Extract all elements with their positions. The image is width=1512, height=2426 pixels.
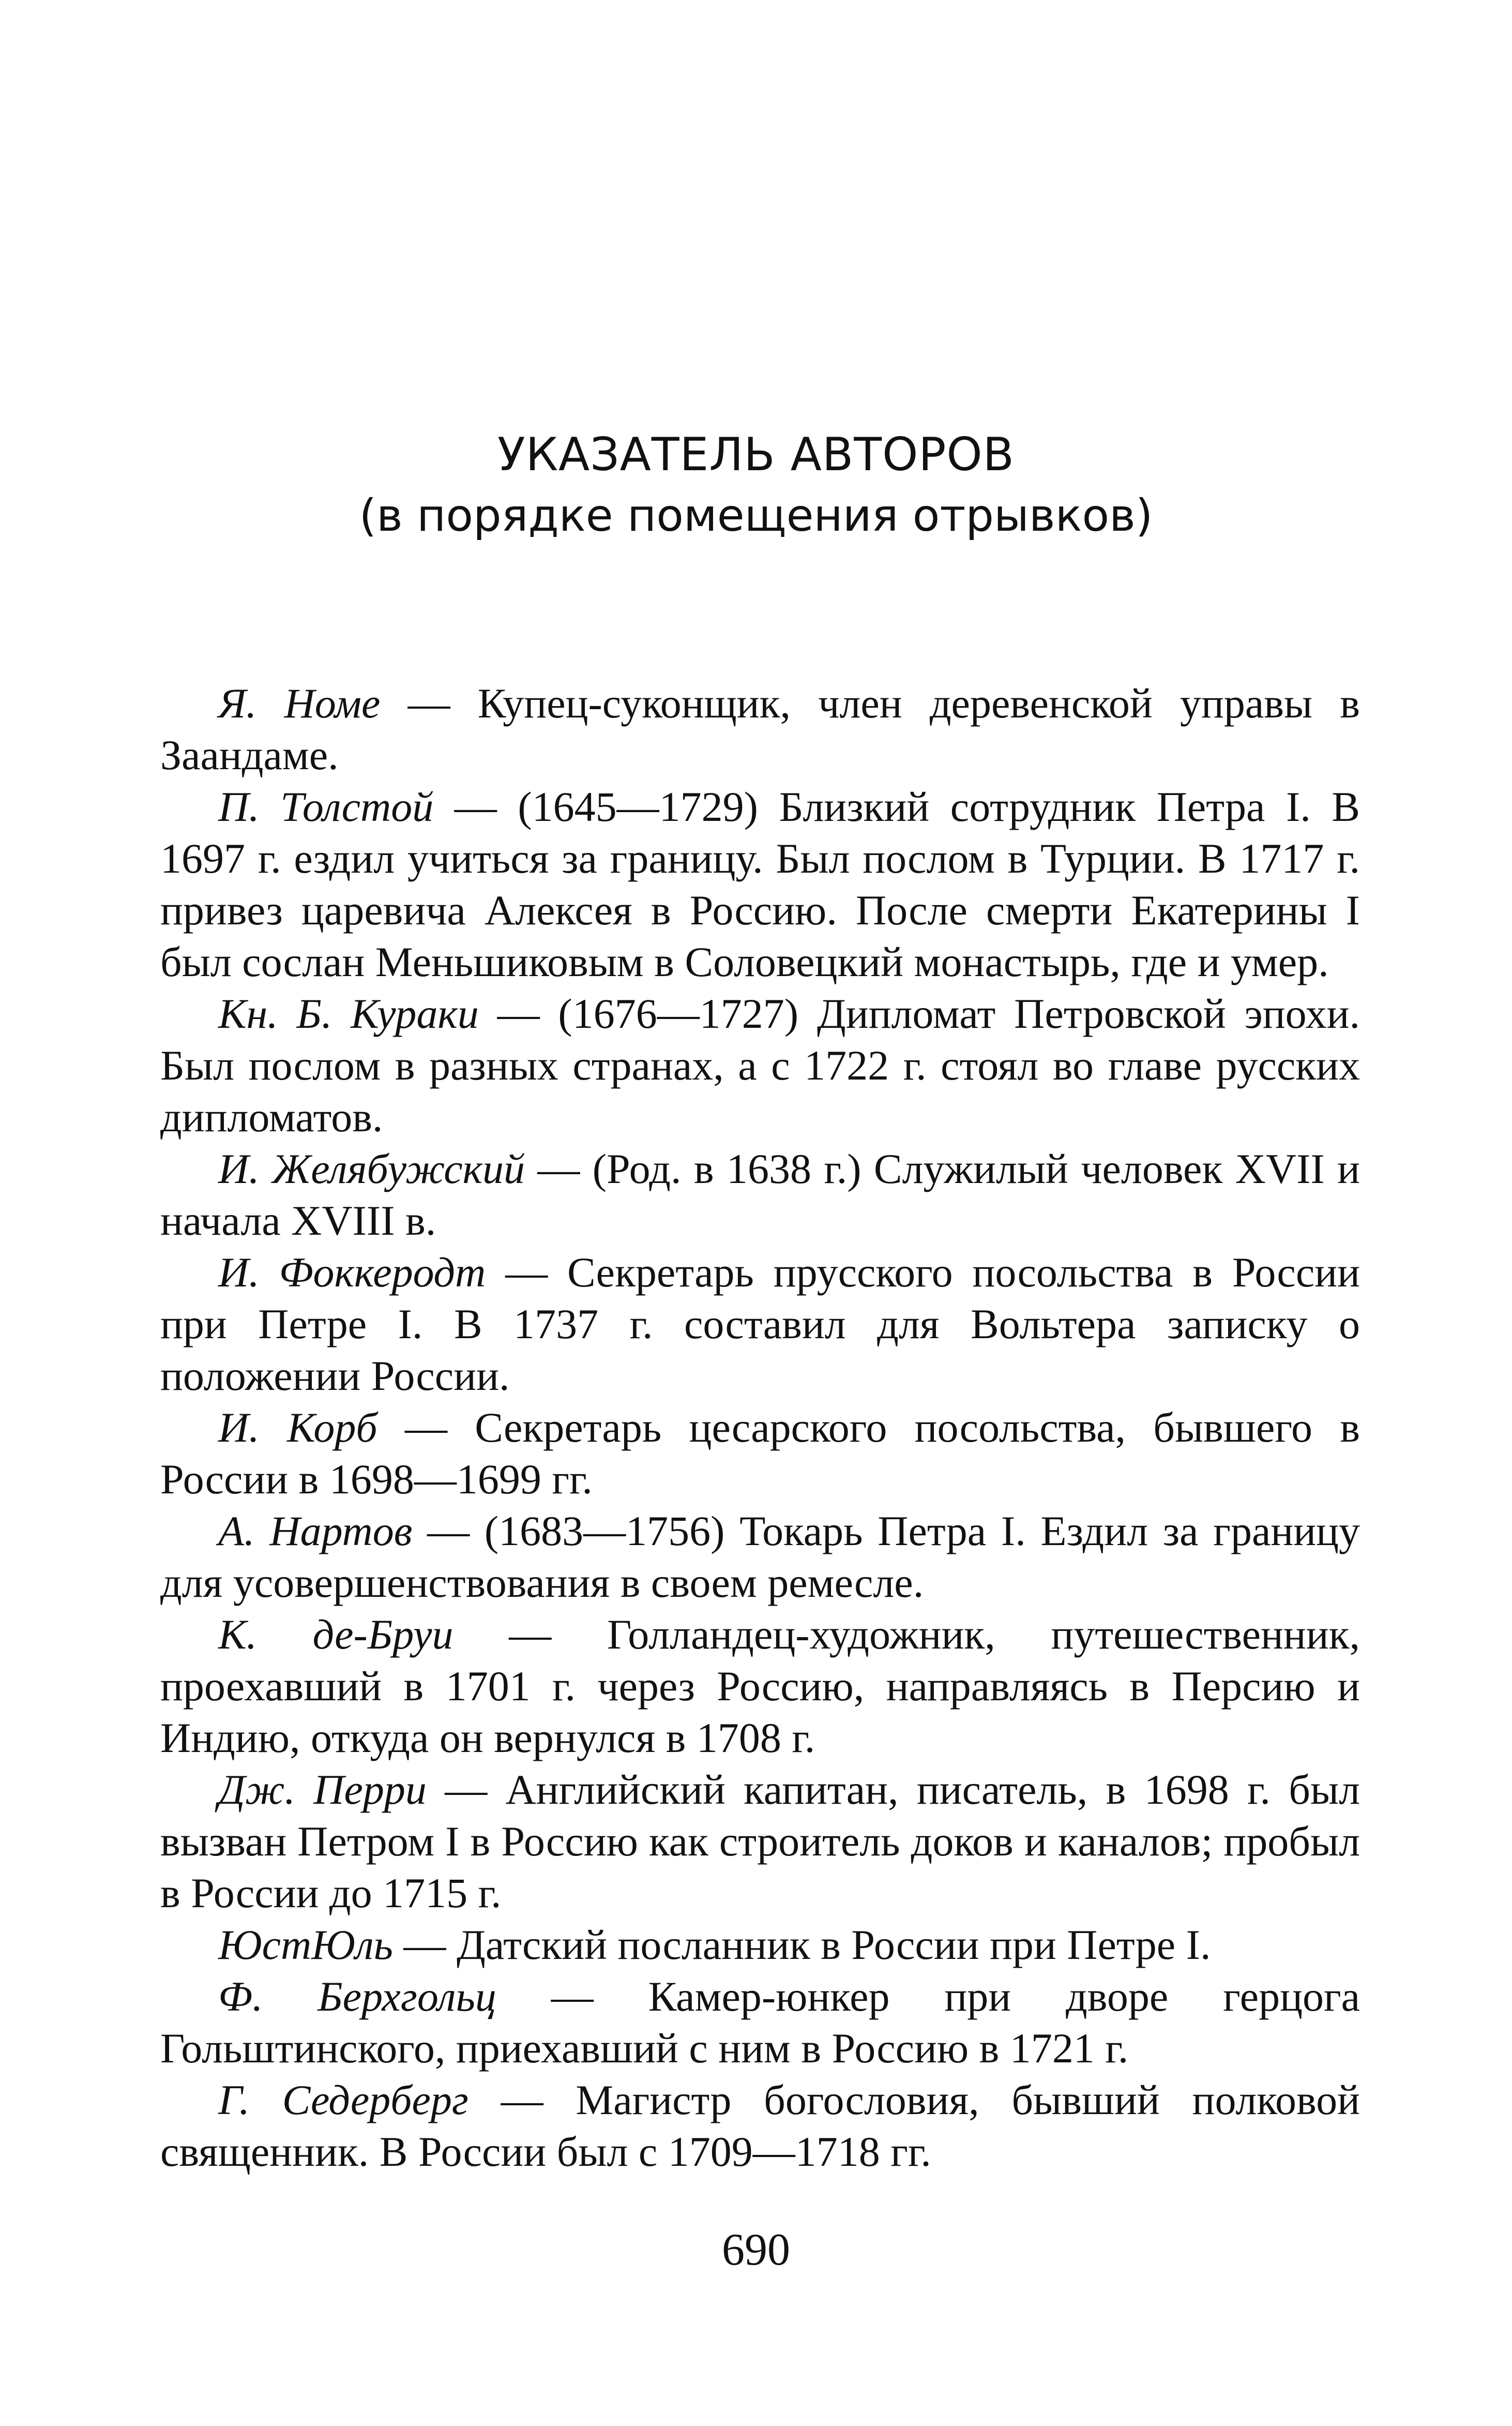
- index-entry: [160, 1402, 1360, 1505]
- author-index-list: [160, 678, 1360, 2178]
- index-entry: [160, 1919, 1360, 1971]
- author-description: — Голландец-художник, путешественник, проехавший в 1701 г. через Россию, направляясь в Персию и Индию, откуда он вернулся в 1708 г.: [160, 1611, 1360, 1761]
- author-description: — Английский капитан, писатель, в 1698 г. был вызван Петром I в Россию как строитель доков и каналов; пробыл в России до 1715 г.: [160, 1766, 1360, 1916]
- author-name: Ф. Берхгольц: [218, 1973, 496, 2020]
- index-entry: [160, 1505, 1360, 1609]
- index-entry: [160, 1143, 1360, 1247]
- index-heading: [0, 424, 1512, 546]
- index-entry: [160, 1764, 1360, 1919]
- index-entry: [160, 988, 1360, 1143]
- page-title: УКАЗАТЕЛЬ АВТОРОВ: [497, 428, 1015, 481]
- author-description: — Датский посланник в России при Петре I.: [392, 1921, 1211, 1968]
- author-description: — (1645—1729) Близкий сотрудник Петра I. В 1697 г. ездил учиться за границу. Был послом в Турции. В 1717 г. привез царевича Алексея в Россию. После смерти Екатерины I был сослан Меньшиковым в Соловецкий монастырь, где и умер.: [160, 783, 1360, 985]
- index-entry: [160, 781, 1360, 988]
- author-name: ЮстЮль: [218, 1921, 393, 1968]
- author-name: И. Корб: [218, 1404, 377, 1451]
- author-name: И. Фоккеродт: [218, 1249, 486, 1296]
- index-entry: [160, 1247, 1360, 1402]
- author-description: — (1676—1727) Дипломат Петровской эпохи. Был послом в разных странах, а с 1722 г. стоял во главе русских дипломатов.: [160, 990, 1360, 1141]
- author-name: Г. Седерберг: [218, 2076, 468, 2123]
- author-description: — Секретарь прусского посольства в России при Петре I. В 1737 г. составил для Вольтера записку о положении России.: [160, 1249, 1360, 1399]
- index-entry: [160, 678, 1360, 781]
- author-name: Я. Номе: [218, 680, 381, 727]
- author-name: П. Толстой: [218, 783, 434, 830]
- author-description: — Камер-юнкер при дворе герцога Гольштинского, приехавший с ним в Россию в 1721 г.: [160, 1973, 1360, 2072]
- author-description: — Купец-суконщик, член деревенской управы в Заандаме.: [160, 680, 1360, 778]
- author-description: — (1683—1756) Токарь Петра I. Ездил за границу для усовершенствования в своем ремесле.: [160, 1507, 1360, 1606]
- index-entry: [160, 1971, 1360, 2074]
- index-entry: [160, 1609, 1360, 1764]
- author-name: К. де-Бруи: [218, 1611, 453, 1658]
- author-name: Дж. Перри: [218, 1766, 427, 1813]
- author-description: — Магистр богословия, бывший полковой священник. В России был с 1709—1718 гг.: [160, 2076, 1360, 2175]
- author-description: — (Род. в 1638 г.) Служилый человек XVII и начала XVIII в.: [160, 1145, 1360, 1244]
- author-name: А. Нартов: [218, 1507, 413, 1554]
- page-number: 690: [722, 2225, 790, 2275]
- author-name: И. Желябужский: [218, 1145, 525, 1192]
- author-description: — Секретарь цесарского посольства, бывшего в России в 1698—1699 гг.: [160, 1404, 1360, 1503]
- index-entry: [160, 2074, 1360, 2178]
- page-subtitle: (в порядке помещения отрывков): [359, 490, 1153, 542]
- author-name: Кн. Б. Кураки: [218, 990, 479, 1037]
